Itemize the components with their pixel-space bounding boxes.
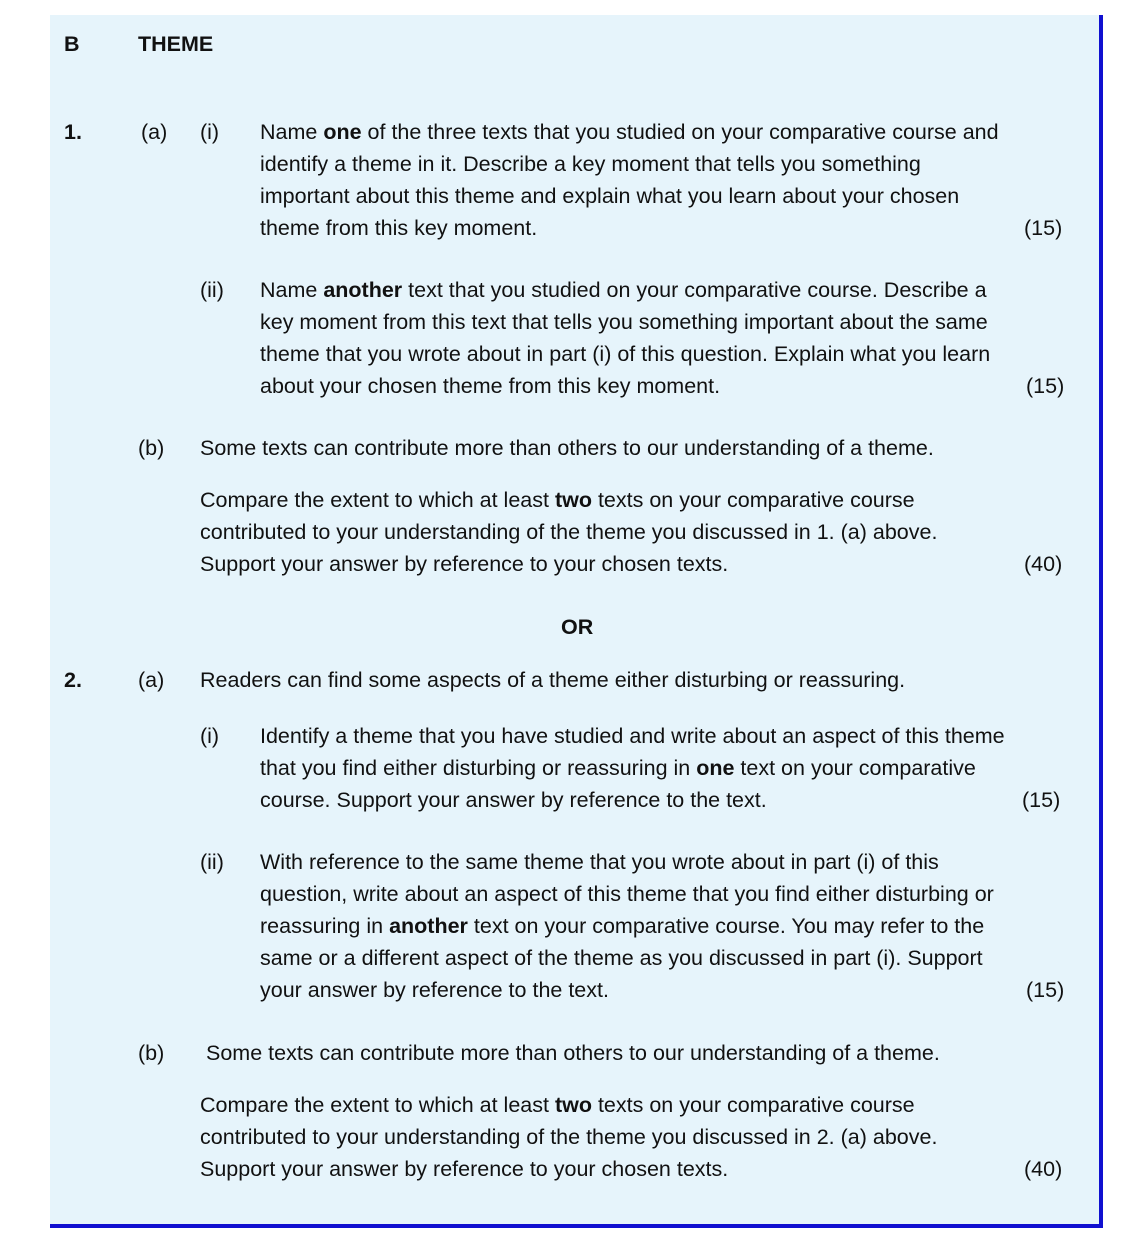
q1-a-ii-line-1: Name another text that you studied on your comparative course. Describe a	[260, 278, 987, 302]
q2-a-ii-line-3: reassuring in another text on your comparative course. You may refer to the	[260, 914, 985, 938]
section-letter: B	[64, 32, 80, 56]
question-2-number: 2.	[64, 668, 82, 692]
q2-a-i-line-2: that you find either disturbing or reassuring in one text on your comparative	[260, 756, 976, 780]
q1-a-ii-line-2: key moment from this text that tells you something important about the same	[260, 310, 988, 334]
q1-a-ii-line-4: about your chosen theme from this key moment.	[260, 374, 721, 398]
q1-a-ii-line-3: theme that you wrote about in part (i) of this question. Explain what you learn	[260, 342, 991, 366]
q2-a-ii-line-1: With reference to the same theme that you wrote about in part (i) of this	[260, 850, 939, 874]
q1-a-ii-label: (ii)	[200, 278, 224, 302]
q2-a-ii-label: (ii)	[200, 850, 224, 874]
q1-a-i-line-4: theme from this key moment.	[260, 216, 538, 240]
q2-b-marks: (40)	[1024, 1157, 1063, 1181]
section-title: THEME	[138, 32, 214, 56]
q2-a-ii-line-5: your answer by reference to the text.	[260, 978, 609, 1002]
q2-a-i-line-3: course. Support your answer by reference to the text.	[260, 788, 767, 812]
q1-b-line-1: Compare the extent to which at least two texts on your comparative course	[200, 488, 915, 512]
q2-b-intro: Some texts can contribute more than others to our understanding of a theme.	[206, 1041, 940, 1065]
emphasis-one: one	[696, 756, 735, 780]
emphasis-two: two	[554, 1093, 592, 1117]
q2-a-ii-line-2: question, write about an aspect of this theme that you find either disturbing or	[260, 882, 994, 906]
q2-b-line-3: Support your answer by reference to your chosen texts.	[200, 1157, 729, 1181]
q1-a-i-line-3: important about this theme and explain what you learn about your chosen	[260, 184, 960, 208]
q2-a-i-line-1: Identify a theme that you have studied and write about an aspect of this theme	[260, 724, 1005, 748]
q2-b-line-1: Compare the extent to which at least two texts on your comparative course	[200, 1093, 915, 1117]
q2-part-b-label: (b)	[138, 1041, 165, 1065]
q1-b-line-2: contributed to your understanding of the theme you discussed in 1. (a) above.	[200, 520, 938, 544]
q1-a-i-line-2: identify a theme in it. Describe a key moment that tells you something	[260, 152, 921, 176]
q1-a-i-line-1: Name one of the three texts that you studied on your comparative course and	[260, 120, 999, 144]
q2-a-ii-marks: (15)	[1026, 978, 1065, 1002]
q1-b-line-3: Support your answer by reference to your chosen texts.	[200, 552, 729, 576]
q1-a-ii-marks: (15)	[1026, 374, 1065, 398]
q2-a-ii-line-4: same or a different aspect of the theme as you discussed in part (i). Support	[260, 946, 983, 970]
q2-a-intro: Readers can find some aspects of a theme either disturbing or reassuring.	[200, 668, 906, 692]
emphasis-another: another	[323, 278, 403, 302]
q2-a-i-label: (i)	[200, 724, 220, 748]
q2-b-line-2: contributed to your understanding of the theme you discussed in 2. (a) above.	[200, 1125, 938, 1149]
emphasis-two: two	[554, 488, 592, 512]
q1-b-marks: (40)	[1024, 552, 1063, 576]
q2-a-i-marks: (15)	[1022, 788, 1061, 812]
q1-part-a-label: (a)	[141, 120, 168, 144]
q1-b-intro: Some texts can contribute more than others to our understanding of a theme.	[200, 436, 934, 460]
or-divider: OR	[561, 615, 594, 639]
q1-part-b-label: (b)	[138, 436, 165, 460]
emphasis-one: one	[323, 120, 362, 144]
q2-part-a-label: (a)	[138, 668, 165, 692]
emphasis-another: another	[389, 914, 468, 938]
q1-a-i-label: (i)	[200, 120, 220, 144]
question-1-number: 1.	[64, 120, 82, 144]
q1-a-i-marks: (15)	[1024, 216, 1063, 240]
